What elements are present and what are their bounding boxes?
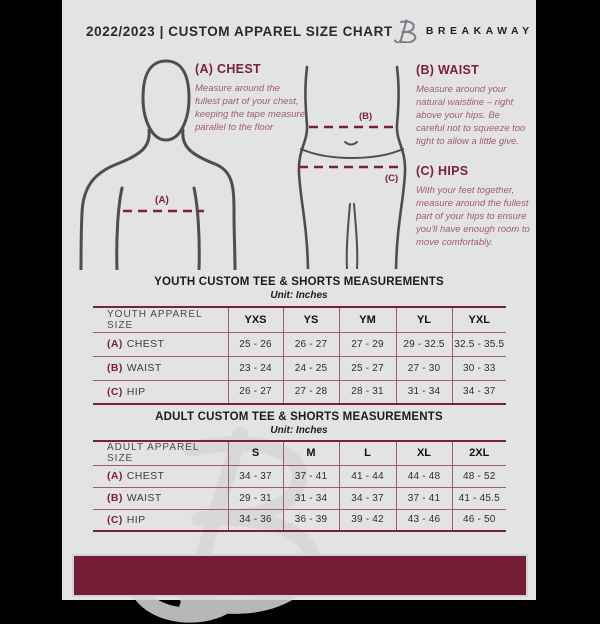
table-cell: 37 - 41 (396, 487, 452, 509)
youth-chest-row (93, 332, 506, 356)
row-label-cell: (A) CHEST (93, 332, 228, 356)
adult-size-s: S (228, 441, 283, 465)
table-cell: 34 - 37 (228, 465, 283, 487)
youth-waist-row (93, 356, 506, 380)
adult-size-m: M (283, 441, 339, 465)
row-label-cell: (C) HIP (93, 509, 228, 531)
youth-size-header-cell: YOUTH APPAREL SIZE (93, 307, 228, 332)
brand (393, 19, 534, 43)
table-cell: 37 - 41 (283, 465, 339, 487)
table-cell: 34 - 37 (452, 380, 506, 404)
table-cell: 48 - 52 (452, 465, 506, 487)
page-title: 2022/2023 | CUSTOM APPAREL SIZE CHART (86, 23, 393, 39)
adult-header-row (93, 441, 506, 465)
row-label-cell: (C) HIP (93, 380, 228, 404)
waist-instructions (416, 63, 528, 149)
footer-bar (72, 554, 528, 597)
table-cell: 25 - 27 (339, 356, 396, 380)
table-cell: 39 - 42 (339, 509, 396, 531)
table-cell: 24 - 25 (283, 356, 339, 380)
lower-body-diagram (293, 57, 411, 269)
waist-heading: (B) WAIST (416, 63, 480, 77)
table-cell: 29 - 32.5 (396, 332, 452, 356)
table-cell: 30 - 33 (452, 356, 506, 380)
adult-waist-row (93, 487, 506, 509)
right-side-line (194, 188, 199, 270)
adult-chest-row (93, 465, 506, 487)
left-shoulder-arm (81, 130, 149, 270)
chest-heading: (A) CHEST (195, 62, 261, 76)
table-cell: 25 - 26 (228, 332, 283, 356)
hips-heading: (C) HIPS (416, 164, 469, 178)
size-chart-page (62, 0, 536, 600)
chest-line-label: (A) (155, 195, 169, 206)
table-cell: 41 - 45.5 (452, 487, 506, 509)
table-cell: 31 - 34 (283, 487, 339, 509)
table-cell: 27 - 28 (283, 380, 339, 404)
youth-size-yxs: YXS (228, 307, 283, 332)
table-cell: 36 - 39 (283, 509, 339, 531)
waist-line-label: (B) (359, 111, 373, 122)
breakaway-logo-icon (393, 19, 419, 43)
table-cell: 46 - 50 (452, 509, 506, 531)
row-label-cell: (A) CHEST (93, 465, 228, 487)
navel-mark (345, 142, 357, 145)
table-cell: 23 - 24 (228, 356, 283, 380)
adult-hip-row (93, 509, 506, 531)
table-cell: 27 - 30 (396, 356, 452, 380)
adult-unit-label: Unit: Inches (270, 425, 328, 436)
right-inseam (354, 204, 357, 269)
adult-size-2xl: 2XL (452, 441, 506, 465)
youth-size-ys: YS (283, 307, 339, 332)
right-shoulder-arm (183, 130, 235, 270)
waistband-curve (301, 149, 403, 158)
adult-size-l: L (339, 441, 396, 465)
table-cell: 29 - 31 (228, 487, 283, 509)
table-cell: 32.5 - 35.5 (452, 332, 506, 356)
hips-body-text: With your feet together, measure around the fullest part of your hips to ensure you'll have enough room to move comfortably. (416, 185, 530, 249)
youth-unit-label: Unit: Inches (270, 290, 328, 301)
hips-instructions (416, 164, 534, 250)
row-label-cell: (B) WAIST (93, 356, 228, 380)
table-cell: 41 - 44 (339, 465, 396, 487)
left-side-line (117, 188, 122, 270)
left-inseam (347, 204, 350, 269)
youth-section-title: YOUTH CUSTOM TEE & SHORTS MEASUREMENTS (154, 276, 444, 288)
adult-size-header-cell: ADULT APPAREL SIZE (93, 441, 228, 465)
table-cell: 26 - 27 (228, 380, 283, 404)
brand-name: BREAKAWAY (425, 25, 534, 37)
chest-body-text: Measure around the fullest part of your chest, keeping the tape measure parallel to the floor (195, 83, 305, 134)
youth-hip-row (93, 380, 506, 404)
table-cell: 26 - 27 (283, 332, 339, 356)
table-cell: 28 - 31 (339, 380, 396, 404)
row-label-cell: (B) WAIST (93, 487, 228, 509)
page-header (86, 16, 534, 46)
youth-header-row (93, 307, 506, 332)
youth-size-yl: YL (396, 307, 452, 332)
youth-size-table (93, 306, 506, 405)
table-cell: 43 - 46 (396, 509, 452, 531)
table-cell: 44 - 48 (396, 465, 452, 487)
adult-size-table (93, 440, 506, 532)
youth-size-yxl: YXL (452, 307, 506, 332)
table-cell: 34 - 37 (339, 487, 396, 509)
chest-instructions (195, 62, 305, 134)
waist-body-text: Measure around your natural waistline – right above your hips. Be careful not to squeeze too tight to allow a little give. (416, 84, 526, 148)
youth-size-ym: YM (339, 307, 396, 332)
table-cell: 31 - 34 (396, 380, 452, 404)
table-cell: 34 - 36 (228, 509, 283, 531)
head-outline (143, 61, 189, 140)
adult-size-xl: XL (396, 441, 452, 465)
adult-section-title: ADULT CUSTOM TEE & SHORTS MEASUREMENTS (155, 411, 443, 423)
table-cell: 27 - 29 (339, 332, 396, 356)
hips-line-label: (C) (385, 173, 399, 184)
